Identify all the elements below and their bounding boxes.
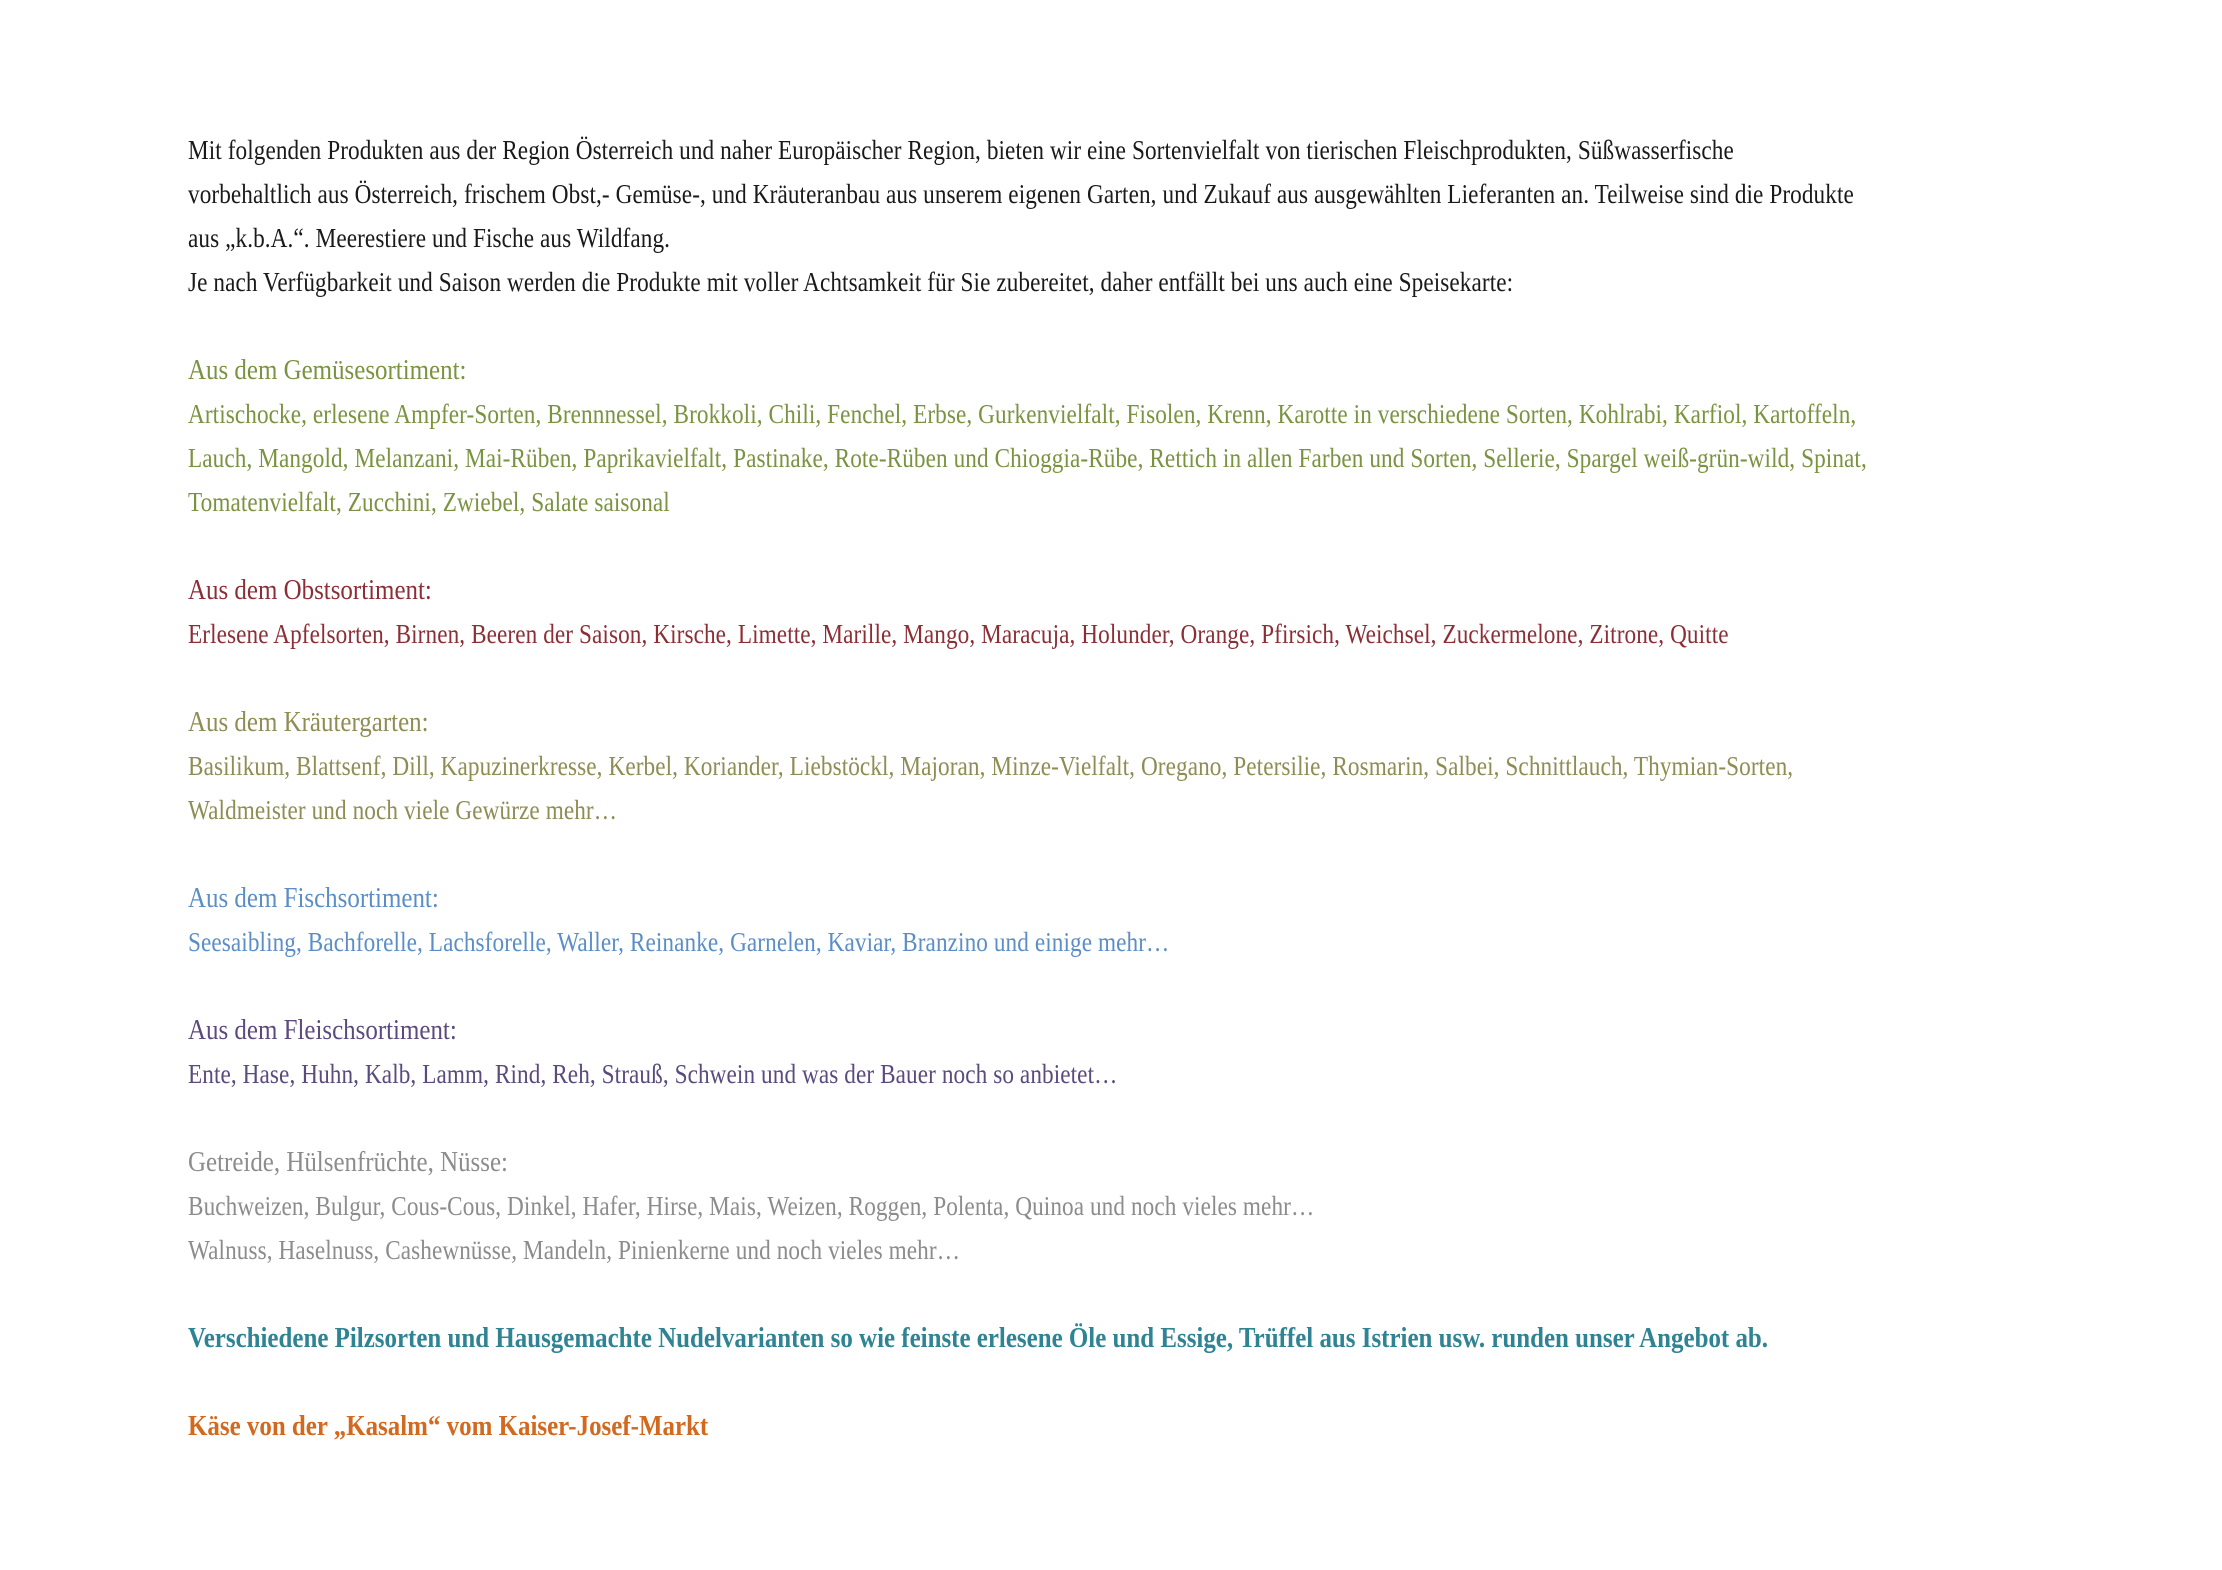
herbs-line: Basilikum, Blattsenf, Dill, Kapuzinerkresse, Kerbel, Koriander, Liebstöckl, Majoran, Minze-Vielfalt, Oregano, Petersilie, Rosmarin, Salbei, Schnittlauch, Thymian-Sorten, — [188, 751, 1794, 781]
intro-line: vorbehaltlich aus Österreich, frischem Obst,- Gemüse-, und Kräuteranbau aus unserem eigenen Garten, und Zukauf aus ausgewählten Lieferanten an. Teilweise sind die Produkte — [188, 179, 1854, 209]
grains-line: Buchweizen, Bulgur, Cous-Cous, Dinkel, Hafer, Hirse, Mais, Weizen, Roggen, Polenta, Quinoa und noch vieles mehr… — [188, 1191, 1315, 1221]
meat-section — [188, 1008, 2068, 1096]
spacer — [188, 304, 2068, 348]
intro-line: Je nach Verfügbarkeit und Saison werden die Produkte mit voller Achtsamkeit für Sie zubereitet, daher entfällt bei uns auch eine Speisekarte: — [188, 267, 1514, 297]
herbs-line: Waldmeister und noch viele Gewürze mehr… — [188, 795, 618, 825]
spacer — [188, 656, 2068, 700]
fruit-section — [188, 568, 2068, 656]
intro-line: Mit folgenden Produkten aus der Region Österreich und naher Europäischer Region, bieten wir eine Sortenvielfalt von tierischen Fleischprodukten, Süßwasserfische — [188, 135, 1734, 165]
grains-line: Walnuss, Haselnuss, Cashewnüsse, Mandeln, Pinienkerne und noch vieles mehr… — [188, 1235, 960, 1265]
grains-heading: Getreide, Hülsenfrüchte, Nüsse: — [188, 1146, 508, 1178]
fruit-heading: Aus dem Obstsortiment: — [188, 574, 432, 606]
cheese-statement: Käse von der „Kasalm“ vom Kaiser-Josef-Markt — [188, 1410, 709, 1442]
fish-section — [188, 876, 2068, 964]
spacer — [188, 832, 2068, 876]
vegetables-section — [188, 348, 2068, 524]
fish-heading: Aus dem Fischsortiment: — [188, 882, 439, 914]
herbs-section — [188, 700, 2068, 832]
spacer — [188, 1360, 2068, 1404]
vegetables-line: Lauch, Mangold, Melanzani, Mai-Rüben, Paprikavielfalt, Pastinake, Rote-Rüben und Chioggia-Rübe, Rettich in allen Farben und Sorten, Sellerie, Spargel weiß-grün-wild, Spinat, — [188, 443, 1867, 473]
meat-heading: Aus dem Fleischsortiment: — [188, 1014, 457, 1046]
intro-line: aus „k.b.A.“. Meerestiere und Fische aus Wildfang. — [188, 223, 671, 253]
spacer — [188, 1096, 2068, 1140]
spacer — [188, 964, 2068, 1008]
meat-line: Ente, Hase, Huhn, Kalb, Lamm, Rind, Reh, Strauß, Schwein und was der Bauer noch so anbietet… — [188, 1059, 1118, 1089]
extras-statement: Verschiedene Pilzsorten und Hausgemachte Nudelvarianten so wie feinste erlesene Öle und Essige, Trüffel aus Istrien usw. runden unser Angebot ab. — [188, 1322, 1769, 1354]
vegetables-heading: Aus dem Gemüsesortiment: — [188, 354, 467, 386]
document-page — [188, 128, 2068, 1448]
vegetables-line: Tomatenvielfalt, Zucchini, Zwiebel, Salate saisonal — [188, 487, 670, 517]
intro-paragraph — [188, 128, 2068, 304]
spacer — [188, 524, 2068, 568]
grains-section — [188, 1140, 2068, 1272]
herbs-heading: Aus dem Kräutergarten: — [188, 706, 429, 738]
fruit-line: Erlesene Apfelsorten, Birnen, Beeren der Saison, Kirsche, Limette, Marille, Mango, Maracuja, Holunder, Orange, Pfirsich, Weichsel, Zuckermelone, Zitrone, Quitte — [188, 619, 1729, 649]
spacer — [188, 1272, 2068, 1316]
fish-line: Seesaibling, Bachforelle, Lachsforelle, Waller, Reinanke, Garnelen, Kaviar, Branzino und einige mehr… — [188, 927, 1170, 957]
vegetables-line: Artischocke, erlesene Ampfer-Sorten, Brennnessel, Brokkoli, Chili, Fenchel, Erbse, Gurkenvielfalt, Fisolen, Krenn, Karotte in verschiedene Sorten, Kohlrabi, Karfiol, Kartoffeln, — [188, 399, 1857, 429]
